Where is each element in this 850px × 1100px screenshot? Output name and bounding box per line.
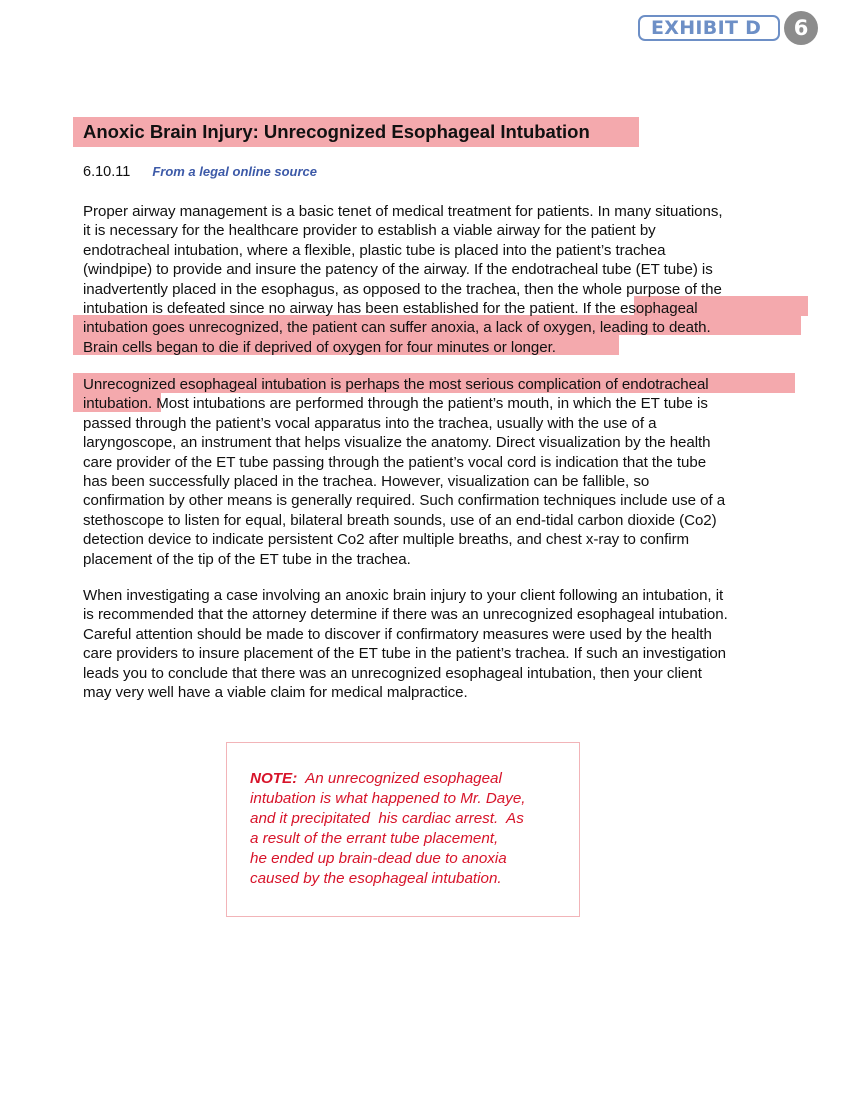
paragraph-3 xyxy=(83,586,813,702)
note-line: a result of the errant tube placement, xyxy=(250,830,499,847)
paragraph-line: Proper airway management is a basic tenet of medical treatment for patients. In many situations, xyxy=(83,203,723,220)
highlighted-text: Unrecognized esophageal intubation is perhaps the most serious complication of endotracheal xyxy=(83,376,709,393)
exhibit-number: 6 xyxy=(784,11,818,45)
document-date: 6.10.11 xyxy=(83,164,131,180)
note-label: NOTE: xyxy=(250,770,298,787)
paragraph-line: endotracheal intubation, where a flexible, plastic tube is placed into the patient’s trachea xyxy=(83,241,666,259)
highlighted-text: Brain cells began to die if deprived of oxygen for four minutes or longer. xyxy=(83,338,556,356)
paragraph-line: leads you to conclude that there was an unrecognized esophageal intubation, then your client xyxy=(83,664,702,682)
paragraph-line: has been successfully placed in the trachea. However, visualization can be fallible, so xyxy=(83,473,650,491)
paragraph-line: When investigating a case involving an anoxic brain injury to your client following an intubation, it xyxy=(83,587,724,604)
document-title: Anoxic Brain Injury: Unrecognized Esophageal Intubation xyxy=(73,117,639,147)
paragraph-line: laryngoscope, an instrument that helps visualize the anatomy. Direct visualization by the health xyxy=(83,434,711,452)
highlighted-text: intubation. xyxy=(83,395,153,413)
note-line: and it precipitated his cardiac arrest. As xyxy=(250,810,524,827)
paragraph-1 xyxy=(83,202,813,357)
note-line: intubation is what happened to Mr. Daye, xyxy=(250,790,526,807)
paragraph-line: placement of the tip of the ET tube in the trachea. xyxy=(83,550,411,568)
paragraph-line: stethoscope to listen for equal, bilateral breath sounds, use of an end-tidal carbon dioxide (Co2) xyxy=(83,511,717,529)
paragraph-line: it is necessary for the healthcare provider to establish a viable airway for the patient by xyxy=(83,222,656,240)
paragraph-line: may very well have a viable claim for medical malpractice. xyxy=(83,684,468,702)
exhibit-badge xyxy=(638,11,818,45)
paragraph-text: Most intubations are performed through the patient’s mouth, in which the ET tube is xyxy=(152,395,708,413)
paragraph-line: detection device to indicate persistent Co2 after multiple breaths, and chest x-ray to confirm xyxy=(83,531,690,549)
note-text: An unrecognized esophageal xyxy=(297,770,502,787)
note-line: caused by the esophageal intubation. xyxy=(250,870,502,887)
note-box xyxy=(226,742,580,917)
paragraph-line xyxy=(83,394,813,413)
paragraph-line: passed through the patient’s vocal apparatus into the trachea, usually with the use of a xyxy=(83,414,657,432)
dateline xyxy=(83,164,317,180)
paragraph-2 xyxy=(83,375,813,569)
document-source: From a legal online source xyxy=(152,164,318,179)
paragraph-line: care providers to insure placement of the ET tube in the patient’s trachea. If such an investigation xyxy=(83,645,727,663)
highlighted-text: intubation goes unrecognized, the patient can suffer anoxia, a lack of oxygen, leading to death. xyxy=(83,319,711,337)
highlighted-text: If the esophageal xyxy=(578,300,698,318)
paragraph-text: intubation is defeated since no airway has been established for the patient. xyxy=(83,300,579,318)
paragraph-line: confirmation by other means is generally required. Such confirmation techniques include use of a xyxy=(83,492,726,510)
exhibit-label: EXHIBIT D xyxy=(638,15,780,41)
paragraph-line: Careful attention should be made to discover if confirmatory measures were used by the health xyxy=(83,625,712,643)
paragraph-line: is recommended that the attorney determine if there was an unrecognized esophageal intubation. xyxy=(83,606,728,624)
paragraph-line: (windpipe) to provide and insure the patency of the airway. If the endotracheal tube (ET tube) is xyxy=(83,261,713,279)
paragraph-line xyxy=(83,299,813,318)
note-line: he ended up brain-dead due to anoxia xyxy=(250,850,507,867)
paragraph-line: inadvertently placed in the esophagus, as opposed to the trachea, then the whole purpose of the xyxy=(83,280,722,298)
note-line xyxy=(250,769,579,789)
paragraph-line: care provider of the ET tube passing through the patient’s vocal cord is indication that the tube xyxy=(83,453,707,471)
